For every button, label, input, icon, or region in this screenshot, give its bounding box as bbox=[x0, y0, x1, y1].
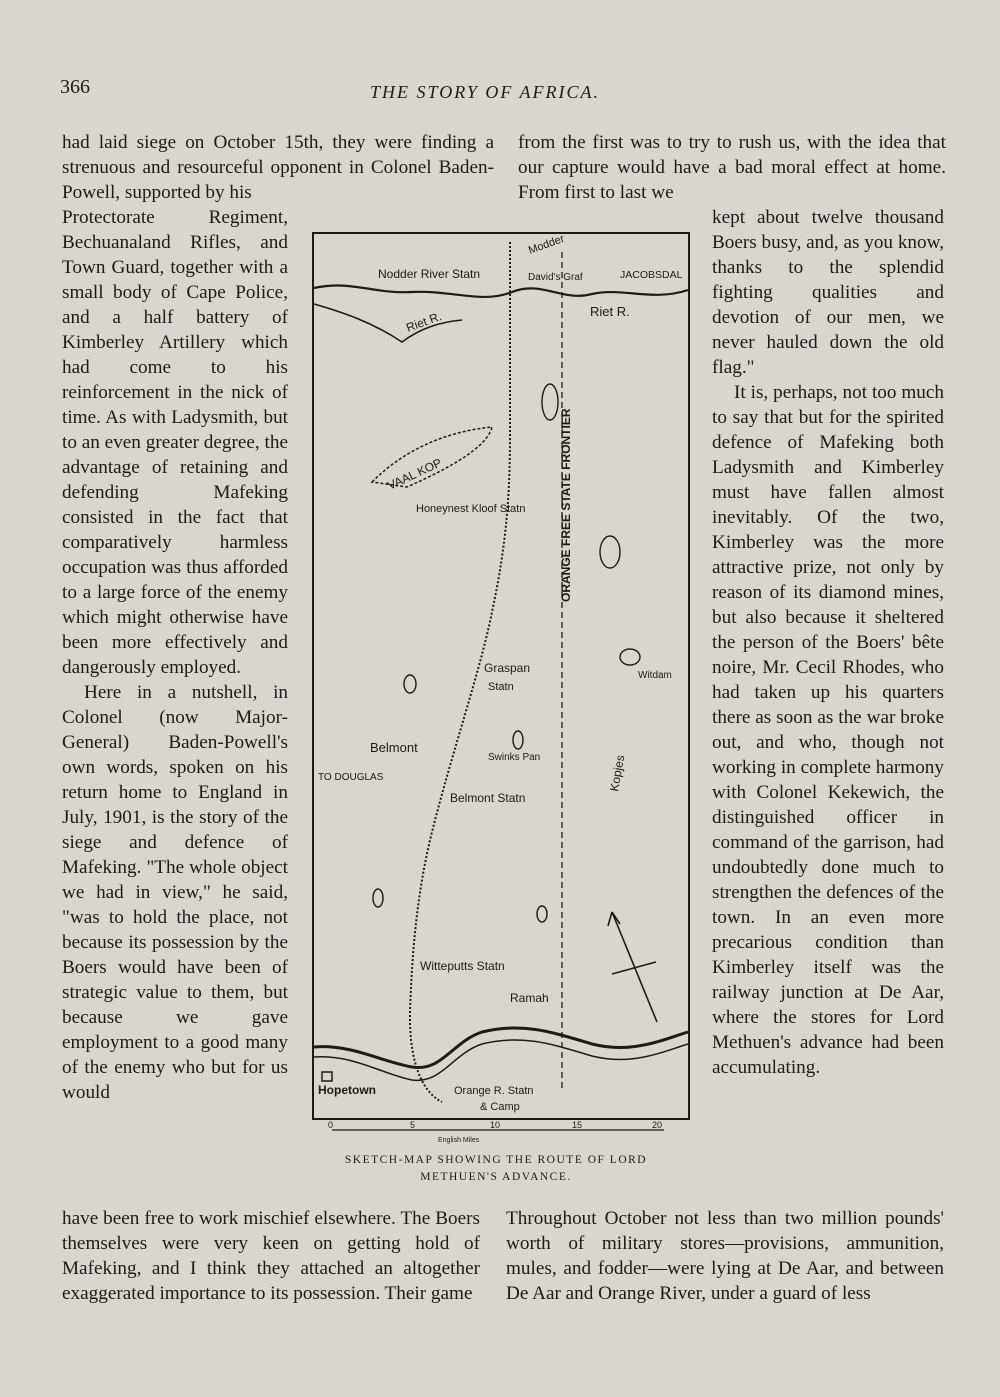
paragraph: have been free to work mischief elsewhere. The Boers themselves were very keen on getting hold of Mafeking, and I think they attached an altogether exaggerated importance to its possession. Their game bbox=[62, 1208, 480, 1304]
north-arrow bbox=[612, 912, 657, 1022]
map-label-frontier: ORANGE FREE STATE FRONTIER bbox=[559, 408, 573, 602]
right-column-bottom bbox=[506, 1206, 944, 1306]
scale-bar bbox=[318, 1120, 678, 1150]
map-label-graspan-stat: Statn bbox=[488, 681, 514, 693]
orange-river-line bbox=[314, 1028, 688, 1068]
map-label-belmont: Belmont bbox=[370, 740, 418, 755]
pan-shape bbox=[513, 731, 523, 749]
pan-shape bbox=[373, 889, 383, 907]
map-label-honeynest: Honeynest Kloof Statn bbox=[416, 503, 526, 515]
map-border bbox=[313, 233, 689, 1119]
caption-line: SKETCH-MAP SHOWING THE ROUTE OF LORD bbox=[344, 1154, 648, 1166]
hopetown-marker bbox=[322, 1072, 332, 1081]
sketch-map bbox=[312, 232, 690, 1120]
map-label-witdam: Witdam bbox=[638, 670, 672, 681]
map-label-camp: & Camp bbox=[480, 1101, 520, 1113]
riet-river-line bbox=[314, 286, 688, 297]
right-column-wrap bbox=[712, 205, 944, 1080]
map-label-modder-river-stat: Nodder River Statn bbox=[378, 267, 481, 281]
paragraph: had laid siege on October 15th, they were finding a strenuous and resourceful opponent in Colonel Baden-Powell, supported by his bbox=[62, 132, 494, 203]
running-title: THE STORY OF AFRICA. bbox=[370, 82, 601, 102]
map-label-to-douglas: TO DOUGLAS bbox=[318, 772, 384, 783]
map-label-ramah: Ramah bbox=[510, 991, 549, 1005]
map-caption bbox=[296, 1152, 696, 1186]
map-label-belmont-stat: Belmont Statn bbox=[450, 791, 526, 805]
paragraph: from the first was to try to rush us, with the idea that our capture would have a bad moral effect at home. From first to last we bbox=[518, 132, 946, 203]
scale-unit: English Miles bbox=[438, 1137, 480, 1144]
pan-shape bbox=[620, 649, 640, 665]
caption-line: METHUEN'S ADVANCE. bbox=[420, 1171, 572, 1183]
map-label-riet-r-left: Riet R. bbox=[404, 309, 444, 335]
paragraph: Here in a nutshell, in Colonel (now Major-General) Baden-Powell's own words, spoken on his return home to England in July, 1901, is the story of the siege and defence of Mafeking. "The whole object we had in view," he said, "was to hold the place, not because its possession by the Boers would have been of strategic value to them, but because we gave employment to a good many of the enemy who but for us would bbox=[62, 682, 288, 1103]
pan-shape bbox=[600, 536, 620, 568]
map-label-orange-r-stat: Orange R. Statn bbox=[454, 1085, 534, 1097]
paragraph: Throughout October not less than two million pounds' worth of military stores—provisions, ammunition, mules, and fodder—were lying at De Aar, and between De Aar and Orange River, under a guard of less bbox=[506, 1208, 944, 1304]
map-label-swinks-pan: Swinks Pan bbox=[488, 752, 541, 763]
map-label-kopjes: Kopjes bbox=[607, 753, 628, 793]
scale-tick-15: 15 bbox=[572, 1120, 583, 1130]
page-number: 366 bbox=[60, 76, 90, 98]
map-label-vaal-kop: VAAL KOP bbox=[385, 455, 444, 493]
map-label-witteputts: Witteputts Statn bbox=[420, 959, 505, 973]
scale-tick-20: 20 bbox=[652, 1120, 663, 1130]
scale-tick-10: 10 bbox=[490, 1120, 501, 1130]
map-label-modder: Modder bbox=[526, 232, 567, 257]
scale-tick-5: 5 bbox=[410, 1120, 416, 1130]
map-label-graspan: Graspan bbox=[484, 661, 531, 675]
pan-shape bbox=[537, 906, 547, 922]
map-label-hopetown: Hopetown bbox=[318, 1083, 376, 1097]
left-column-wrap bbox=[62, 205, 288, 1105]
scale-tick-0: 0 bbox=[328, 1120, 334, 1130]
paragraph: kept about twelve thousand Boers busy, and, as you know, thanks to the splendid fighting qualities and devotion of our men, we never hauled down the old flag." bbox=[712, 207, 945, 378]
page-header bbox=[60, 76, 940, 106]
left-column-top bbox=[62, 130, 494, 205]
right-column-top bbox=[518, 130, 946, 205]
paragraph: Protectorate Regiment, Bechuanaland Rifles, and Town Guard, together with a small body of Cape Police, and a half battery of Kimberley Artillery which had come to his reinforcement in the nick of time. As with Ladysmith, but to an even greater degree, the advantage of retaining and defending Mafeking consisted in the fact that comparatively harmless occupation was thus afforded to a large force of the enemy which might otherwise have been more effectively and dangerously employed. bbox=[62, 207, 288, 678]
pan-shape bbox=[404, 675, 416, 693]
map-label-davids-graf: David's Graf bbox=[528, 272, 583, 283]
map-label-riet-r: Riet R. bbox=[590, 304, 630, 319]
paragraph: It is, perhaps, not too much to say that but for the spirited defence of Mafeking both Ladysmith and Kimberley must have fallen almost inevitably. Of the two, Kimberley was the more attractive prize, not only by reason of its diamond mines, but also because it sheltered the person of the Boers' bête noire, Mr. Cecil Rhodes, who had taken up his quarters there as soon as the war broke out, and who, though not working in complete harmony with Colonel Kekewich, the distinguished officer in command of the garrison, had undoubtedly done much to strengthen the defences of the town. In an even more precarious condition than Kimberley itself was the railway junction at De Aar, where the stores for Lord Methuen's advance had been accumulating. bbox=[712, 382, 944, 1078]
pan-shape bbox=[542, 384, 558, 420]
left-column-bottom bbox=[62, 1206, 480, 1306]
map-label-jacobsdal: JACOBSDAL bbox=[620, 269, 683, 281]
